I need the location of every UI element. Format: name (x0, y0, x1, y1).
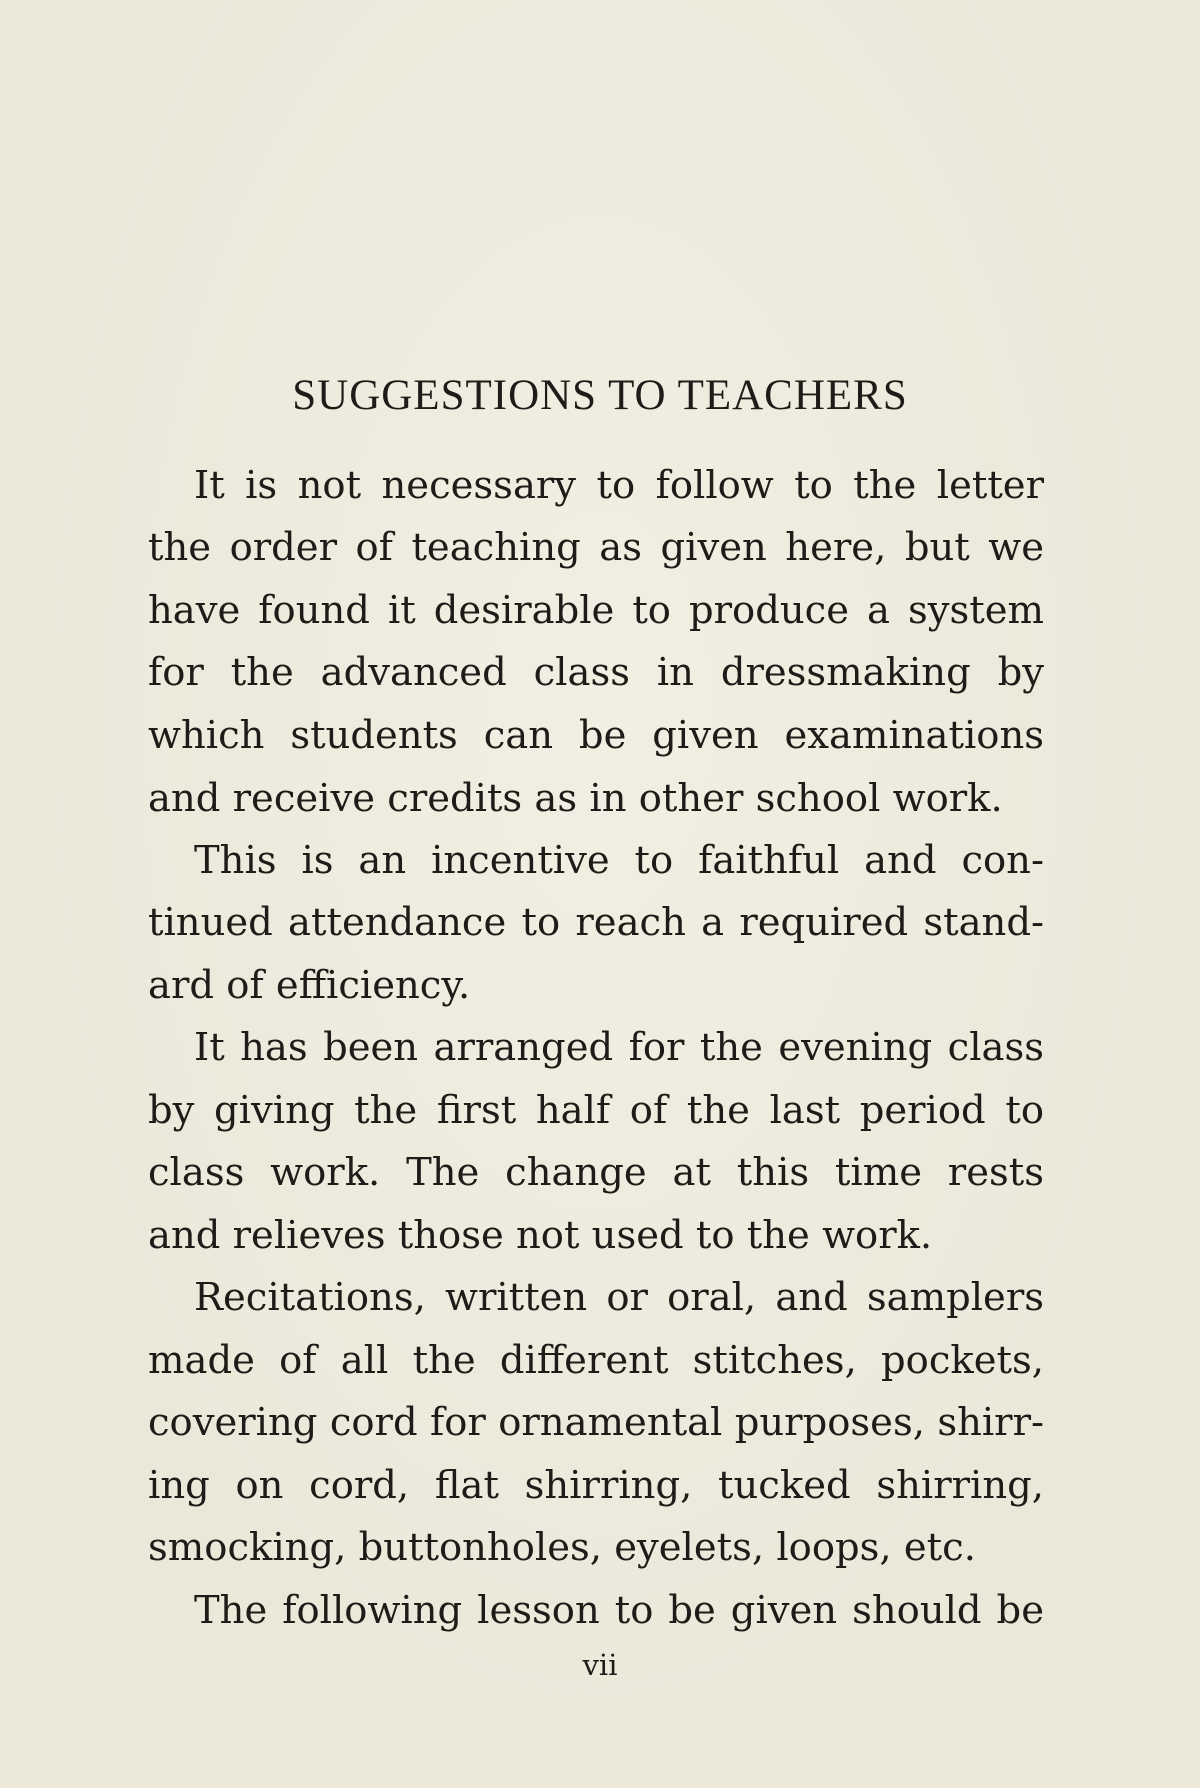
text-line: smocking, buttonholes, eyelets, loops, etc. (148, 1525, 976, 1570)
text-line: It has been arranged for the evening class (194, 1025, 1044, 1070)
text-line: covering cord for ornamental purposes, shirr- (148, 1400, 1044, 1445)
page-title: SUGGESTIONS TO TEACHERS (292, 372, 908, 419)
text-line: ing on cord, flat shirring, tucked shirring, (148, 1463, 1044, 1508)
text-line: and receive credits as in other school work. (148, 776, 1003, 821)
text-line: by giving the first half of the last period to (148, 1088, 1044, 1133)
text-line: which students can be given examinations (148, 713, 1044, 758)
text-line: The following lesson to be given should be (194, 1588, 1044, 1633)
text-line: It is not necessary to follow to the letter (194, 463, 1044, 508)
text-line: and relieves those not used to the work. (148, 1213, 933, 1258)
text-line: class work. The change at this time rests (148, 1150, 1044, 1195)
text-line: for the advanced class in dressmaking by (148, 650, 1044, 695)
text-line: Recitations, written or oral, and samplers (194, 1275, 1044, 1320)
text-line: have found it desirable to produce a system (148, 588, 1044, 633)
text-line: This is an incentive to faithful and con- (194, 838, 1044, 883)
page-number: vii (582, 1648, 618, 1682)
text-line: made of all the different stitches, pockets, (148, 1338, 1044, 1383)
text-line: ard of efficiency. (148, 963, 471, 1008)
text-line: tinued attendance to reach a required stand- (148, 900, 1044, 945)
text-line: the order of teaching as given here, but we (148, 525, 1044, 570)
